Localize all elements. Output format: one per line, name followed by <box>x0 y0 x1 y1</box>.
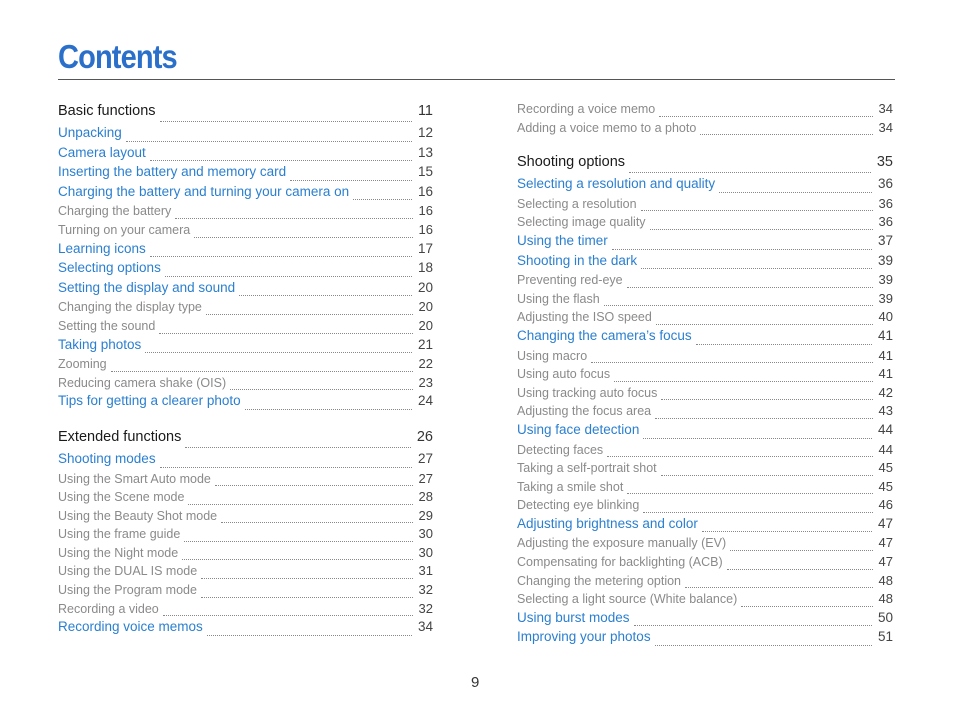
toc-entry-title: Camera layout <box>58 144 146 160</box>
toc-entry-title: Recording a voice memo <box>517 102 656 116</box>
toc-link[interactable] <box>58 393 433 413</box>
toc-page-number: 30 <box>418 526 433 542</box>
dot-leader <box>163 614 413 616</box>
toc-link[interactable] <box>58 619 433 639</box>
dot-leader <box>634 624 872 626</box>
toc-entry-title: Using the flash <box>517 291 600 306</box>
toc-entry-title: Selecting a resolution and quality <box>517 176 716 192</box>
toc-entry-title: Changing the display type <box>58 300 202 315</box>
toc-entry-title: Using the Program mode <box>58 583 197 598</box>
dot-leader <box>150 255 412 257</box>
dot-leader <box>111 370 413 372</box>
toc-subitem <box>517 101 893 120</box>
dot-leader <box>230 388 412 390</box>
toc-entry-title: Using face detection <box>517 421 640 437</box>
toc-page-number: 37 <box>877 232 893 248</box>
toc-subitem <box>58 356 433 375</box>
toc-entry-title: Using the DUAL IS mode <box>58 564 198 579</box>
toc-entry-title: Learning icons <box>58 240 146 256</box>
toc-entry-title: Selecting image quality <box>517 215 646 230</box>
toc-page-number: 36 <box>877 176 893 192</box>
toc-entry-title: Tips for getting a clearer photo <box>58 393 241 409</box>
dot-leader <box>185 446 411 448</box>
toc-page-number: 17 <box>417 240 433 256</box>
toc-entry-title: Taking a smile shot <box>517 479 624 494</box>
toc-entry-title: Charging the battery and turning your camera on <box>58 183 350 199</box>
dot-leader <box>206 313 413 315</box>
toc-subitem <box>517 497 893 516</box>
toc-page-number: 30 <box>418 544 433 560</box>
toc-subitem <box>58 203 433 222</box>
dot-leader <box>160 466 412 468</box>
toc-subitem <box>58 601 433 620</box>
title-divider <box>58 79 895 80</box>
page-title: Contents <box>58 38 177 75</box>
toc-entry-title: Changing the camera’s focus <box>517 327 692 343</box>
toc-entry-title: Selecting a resolution <box>517 196 637 211</box>
toc-subitem <box>517 403 893 422</box>
toc-entry-title: Detecting faces <box>517 442 604 457</box>
toc-page-number: 48 <box>878 572 893 588</box>
toc-page-number: 34 <box>417 619 433 635</box>
dot-leader <box>643 511 872 513</box>
toc-subitem <box>517 272 893 291</box>
toc-section-heading <box>58 429 433 451</box>
dot-leader <box>659 115 872 117</box>
toc-subitem <box>58 489 433 508</box>
dot-leader <box>182 558 412 560</box>
toc-page-number: 44 <box>877 421 893 437</box>
toc-entry-title: Unpacking <box>58 125 122 140</box>
toc-page-number: 12 <box>417 125 433 140</box>
dot-leader <box>245 408 412 410</box>
toc-link[interactable] <box>58 260 433 280</box>
toc-entry-title: Using the Smart Auto mode <box>58 471 211 486</box>
dot-leader <box>655 644 872 646</box>
toc-link[interactable] <box>517 516 893 536</box>
toc-entry-title: Shooting modes <box>58 450 156 466</box>
toc-entry-title: Extended functions <box>58 428 182 445</box>
dot-leader <box>159 332 412 334</box>
dot-leader <box>661 398 872 400</box>
dot-leader <box>215 484 413 486</box>
toc-subitem <box>58 582 433 601</box>
toc-page-number: 36 <box>878 195 893 211</box>
toc-entry-title: Turning on your camera <box>58 222 191 237</box>
toc-page-number: 22 <box>418 356 433 372</box>
toc-page-number: 41 <box>878 366 893 382</box>
dot-leader <box>150 159 412 161</box>
toc-entry-title: Shooting in the dark <box>517 252 638 268</box>
dot-leader <box>188 503 412 505</box>
toc-page-number: 26 <box>416 428 433 445</box>
toc-entry-title: Adjusting brightness and color <box>517 515 698 531</box>
toc-page-number: 15 <box>417 164 433 180</box>
toc-entry-title: Recording voice memos <box>58 619 203 635</box>
dot-leader <box>207 634 412 636</box>
dot-leader <box>184 540 412 542</box>
dot-leader <box>201 596 413 598</box>
toc-page-number: 39 <box>877 252 893 268</box>
toc-entry-title: Using the frame guide <box>58 527 181 542</box>
toc-page-number: 47 <box>878 554 893 570</box>
dot-leader <box>126 140 412 142</box>
toc-page-number: 47 <box>878 535 893 551</box>
toc-subitem <box>58 471 433 490</box>
toc-page-number: 29 <box>418 507 433 523</box>
dot-leader <box>741 605 872 607</box>
toc-link[interactable] <box>517 610 893 630</box>
toc-entry-title: Taking photos <box>58 336 142 352</box>
toc-entry-title: Setting the sound <box>58 318 156 333</box>
toc-left-column <box>58 103 433 639</box>
toc-entry-title: Using macro <box>517 348 588 363</box>
toc-subitem <box>517 573 893 592</box>
dot-leader <box>730 549 872 551</box>
dot-leader <box>614 380 872 382</box>
dot-leader <box>165 275 412 277</box>
toc-entry-title: Selecting options <box>58 260 161 276</box>
toc-page-number: 27 <box>417 450 433 466</box>
toc-link[interactable] <box>58 164 433 184</box>
toc-page-number: 36 <box>878 214 893 230</box>
toc-page-number: 46 <box>878 497 893 513</box>
toc-link[interactable] <box>58 184 433 204</box>
toc-link[interactable] <box>517 422 893 442</box>
toc-entry-title: Basic functions <box>58 103 156 119</box>
toc-right-column <box>517 101 893 649</box>
toc-page-number: 16 <box>418 203 433 219</box>
dot-leader <box>641 209 873 211</box>
toc-entry-title: Charging the battery <box>58 204 172 219</box>
toc-entry-title: Reducing camera shake (OIS) <box>58 375 227 390</box>
dot-leader <box>612 248 872 250</box>
toc-page-number: 43 <box>878 403 893 419</box>
toc-entry-title: Selecting a light source (White balance) <box>517 592 738 607</box>
toc-entry-title: Zooming <box>58 357 107 372</box>
toc-page-number: 28 <box>418 489 433 505</box>
dot-leader <box>656 323 873 325</box>
toc-subitem <box>58 375 433 394</box>
toc-entry-title: Setting the display and sound <box>58 279 236 295</box>
dot-leader <box>353 198 412 200</box>
toc-subitem <box>517 120 893 139</box>
dot-leader <box>696 343 872 345</box>
toc-page-number: 20 <box>418 317 433 333</box>
toc-link[interactable] <box>517 176 893 196</box>
toc-section-heading <box>517 154 893 176</box>
toc-subitem <box>517 366 893 385</box>
toc-subitem <box>58 545 433 564</box>
dot-leader <box>627 286 873 288</box>
toc-entry-title: Inserting the battery and memory card <box>58 164 287 180</box>
toc-subitem <box>517 291 893 310</box>
toc-page-number: 42 <box>878 384 893 400</box>
toc-page-number: 20 <box>418 299 433 315</box>
dot-leader <box>655 417 872 419</box>
toc-entry-title: Improving your photos <box>517 629 651 645</box>
toc-page-number: 41 <box>878 347 893 363</box>
toc-link[interactable] <box>517 629 893 649</box>
toc-link[interactable] <box>58 451 433 471</box>
toc-entry-title: Using the Beauty Shot mode <box>58 508 218 523</box>
toc-page-number: 45 <box>878 478 893 494</box>
toc-entry-title: Adjusting the exposure manually (EV) <box>517 536 727 551</box>
toc-entry-title: Detecting eye blinking <box>517 498 640 513</box>
toc-subitem <box>517 554 893 573</box>
toc-entry-title: Using the Night mode <box>58 545 179 560</box>
dot-leader <box>607 455 872 457</box>
toc-page-number: 34 <box>878 119 893 135</box>
toc-page-number: 20 <box>417 279 433 295</box>
toc-entry-title: Recording a video <box>58 601 159 616</box>
toc-subitem <box>517 479 893 498</box>
toc-page-number: 50 <box>877 609 893 625</box>
dot-leader <box>160 120 412 122</box>
toc-subitem <box>517 535 893 554</box>
toc-link[interactable] <box>58 241 433 261</box>
dot-leader <box>685 586 873 588</box>
dot-leader <box>650 228 873 230</box>
toc-link[interactable] <box>58 125 433 145</box>
toc-subitem <box>517 196 893 215</box>
dot-leader <box>702 530 872 532</box>
toc-entry-title: Shooting options <box>517 154 626 171</box>
toc-link[interactable] <box>58 280 433 300</box>
toc-page-number: 41 <box>877 327 893 343</box>
toc-link[interactable] <box>517 233 893 253</box>
toc-entry-title: Compensating for backlighting (ACB) <box>517 555 723 570</box>
toc-link[interactable] <box>517 328 893 348</box>
toc-page-number: 13 <box>417 144 433 160</box>
toc-page-number: 39 <box>878 272 893 288</box>
dot-leader <box>629 171 871 173</box>
toc-subitem <box>58 526 433 545</box>
toc-entry-title: Using the timer <box>517 232 608 248</box>
toc-subitem <box>58 318 433 337</box>
toc-subitem <box>517 442 893 461</box>
dot-leader <box>221 521 412 523</box>
toc-entry-title: Changing the metering option <box>517 573 682 588</box>
toc-page-number: 32 <box>418 600 433 616</box>
toc-subitem <box>58 563 433 582</box>
toc-entry-title: Adding a voice memo to a photo <box>517 120 697 135</box>
toc-page-number: 45 <box>878 460 893 476</box>
toc-page-number: 21 <box>417 336 433 352</box>
toc-page-number: 39 <box>878 290 893 306</box>
toc-page-number: 24 <box>417 393 433 409</box>
dot-leader <box>201 577 412 579</box>
toc-page-number: 23 <box>418 374 433 390</box>
toc-page-number: 32 <box>418 582 433 598</box>
toc-page-number: 48 <box>878 591 893 607</box>
page-number: 9 <box>471 674 480 691</box>
toc-subitem <box>517 348 893 367</box>
toc-page-number: 31 <box>418 563 433 579</box>
toc-page-number: 27 <box>418 470 433 486</box>
toc-section-heading <box>58 103 433 125</box>
toc-entry-title: Using the Scene mode <box>58 490 185 505</box>
dot-leader <box>604 304 873 306</box>
dot-leader <box>641 267 872 269</box>
toc-page-number: 34 <box>878 101 893 116</box>
toc-entry-title: Preventing red-eye <box>517 273 623 288</box>
dot-leader <box>727 568 873 570</box>
dot-leader <box>700 133 872 135</box>
section-gap <box>517 138 893 154</box>
toc-page-number: 47 <box>877 515 893 531</box>
toc-subitem <box>517 214 893 233</box>
dot-leader <box>661 474 873 476</box>
toc-page-number: 35 <box>876 154 893 171</box>
dot-leader <box>719 191 872 193</box>
toc-link[interactable] <box>517 253 893 273</box>
toc-subitem <box>517 591 893 610</box>
toc-page-number: 18 <box>417 260 433 276</box>
toc-subitem <box>517 460 893 479</box>
toc-entry-title: Adjusting the ISO speed <box>517 310 652 325</box>
dot-leader <box>194 236 412 238</box>
toc-subitem <box>517 385 893 404</box>
toc-link[interactable] <box>58 145 433 165</box>
toc-page-number: 51 <box>877 629 893 645</box>
toc-subitem <box>58 508 433 527</box>
toc-page-number: 44 <box>878 441 893 457</box>
toc-entry-title: Using auto focus <box>517 367 611 382</box>
toc-page-number: 11 <box>417 103 433 119</box>
section-gap <box>58 413 433 429</box>
dot-leader <box>239 294 412 296</box>
toc-page-number: 40 <box>878 309 893 325</box>
dot-leader <box>145 351 412 353</box>
toc-subitem <box>517 309 893 328</box>
toc-page-number: 16 <box>418 221 433 237</box>
toc-entry-title: Taking a self-portrait shot <box>517 461 657 476</box>
toc-page-number: 16 <box>417 183 433 199</box>
dot-leader <box>175 217 412 219</box>
toc-entry-title: Using burst modes <box>517 609 630 625</box>
toc-entry-title: Adjusting the focus area <box>517 404 652 419</box>
dot-leader <box>627 492 872 494</box>
toc-subitem <box>58 222 433 241</box>
toc-entry-title: Using tracking auto focus <box>517 385 658 400</box>
dot-leader <box>290 179 412 181</box>
toc-link[interactable] <box>58 337 433 357</box>
dot-leader <box>643 437 872 439</box>
dot-leader <box>591 361 872 363</box>
toc-subitem <box>58 299 433 318</box>
